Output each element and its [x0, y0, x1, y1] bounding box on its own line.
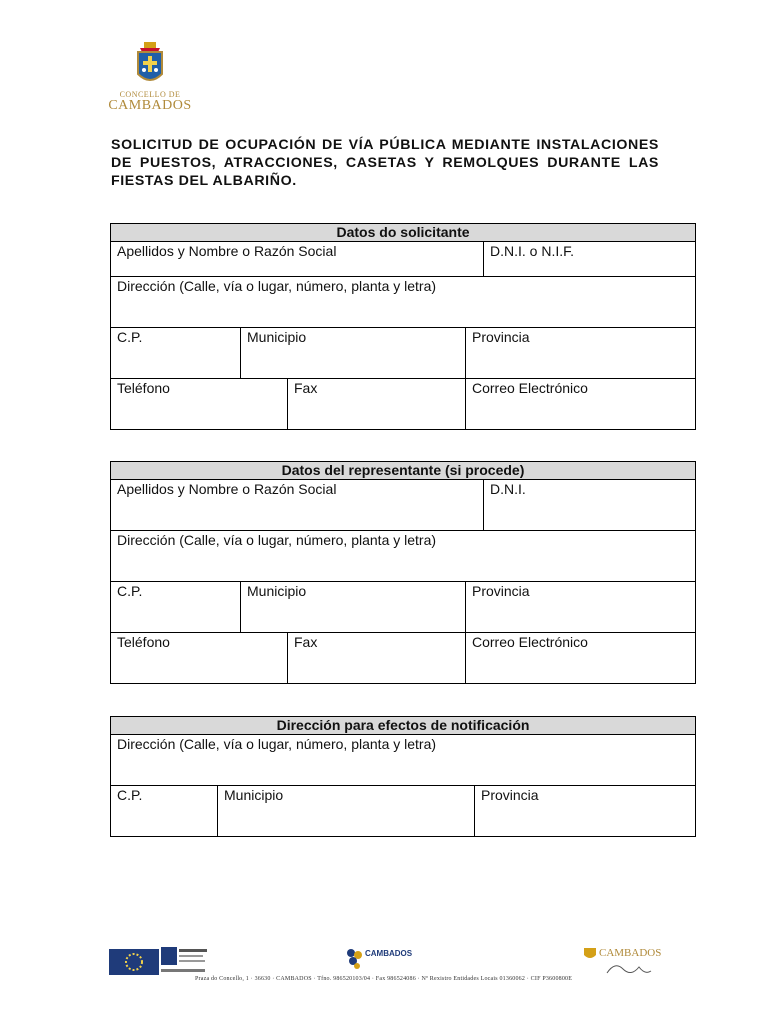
representante-direccion-field[interactable]: Dirección (Calle, vía o lugar, número, planta y letra): [111, 531, 696, 582]
notificacion-cp-field[interactable]: C.P.: [111, 786, 218, 837]
solicitante-table: [110, 223, 696, 430]
cambados-mid-text: CAMBADOS: [365, 949, 413, 958]
cambados-right-text: CAMBADOS: [599, 947, 662, 959]
notificacion-direccion-field[interactable]: Dirección (Calle, vía o lugar, número, planta y letra): [111, 735, 696, 786]
grapes-icon: [343, 945, 367, 971]
footer-address: Praza do Concello, 1 · 36630 · CAMBADOS · Tfno. 986520103/04 · Fax 986524086 · Nº Rexistro Entidades Locais 01360062 · CIF P3600800E: [195, 976, 573, 982]
representante-correo-field[interactable]: Correo Electrónico: [466, 633, 696, 684]
notificacion-header: Dirección para efectos de notificación: [111, 717, 696, 735]
logo-line1: CONCELLO DE: [119, 90, 181, 99]
signature-script-icon: [603, 959, 653, 979]
representante-nombre-field[interactable]: Apellidos y Nombre o Razón Social: [111, 480, 484, 531]
solicitante-nombre-field[interactable]: Apellidos y Nombre o Razón Social: [111, 242, 484, 277]
representante-telefono-field[interactable]: Teléfono: [111, 633, 288, 684]
concello-logo: [104, 40, 196, 115]
shield-icon: [583, 947, 597, 961]
representante-cp-field[interactable]: C.P.: [111, 582, 241, 633]
wine-route-logo-icon: [161, 947, 209, 977]
solicitante-provincia-field[interactable]: Provincia: [466, 328, 696, 379]
solicitante-fax-field[interactable]: Fax: [288, 379, 466, 430]
representante-fax-field[interactable]: Fax: [288, 633, 466, 684]
logo-line2: CAMBADOS: [108, 98, 192, 113]
eu-logo-icon: [109, 949, 159, 975]
solicitante-municipio-field[interactable]: Municipio: [241, 328, 466, 379]
representante-municipio-field[interactable]: Municipio: [241, 582, 466, 633]
notificacion-provincia-field[interactable]: Provincia: [475, 786, 696, 837]
solicitante-cp-field[interactable]: C.P.: [111, 328, 241, 379]
solicitante-dni-field[interactable]: D.N.I. o N.I.F.: [484, 242, 696, 277]
solicitante-telefono-field[interactable]: Teléfono: [111, 379, 288, 430]
representante-dni-field[interactable]: D.N.I.: [484, 480, 696, 531]
solicitante-direccion-field[interactable]: Dirección (Calle, vía o lugar, número, planta y letra): [111, 277, 696, 328]
solicitante-correo-field[interactable]: Correo Electrónico: [466, 379, 696, 430]
representante-provincia-field[interactable]: Provincia: [466, 582, 696, 633]
notificacion-table: [110, 716, 696, 837]
cambados-mid-logo: [343, 945, 413, 976]
representante-table: [110, 461, 696, 684]
solicitante-header: Datos do solicitante: [111, 224, 696, 242]
representante-header: Datos del representante (si procede): [111, 462, 696, 480]
coat-of-arms-icon: [104, 40, 196, 90]
notificacion-municipio-field[interactable]: Municipio: [218, 786, 475, 837]
document-title: SOLICITUD DE OCUPACIÓN DE VÍA PÚBLICA MEDIANTE INSTALACIONES DE PUESTOS, ATRACCIONES, CASETAS Y REMOLQUES DURANTE LAS FIESTAS DEL ALBARIÑO.: [111, 137, 659, 189]
